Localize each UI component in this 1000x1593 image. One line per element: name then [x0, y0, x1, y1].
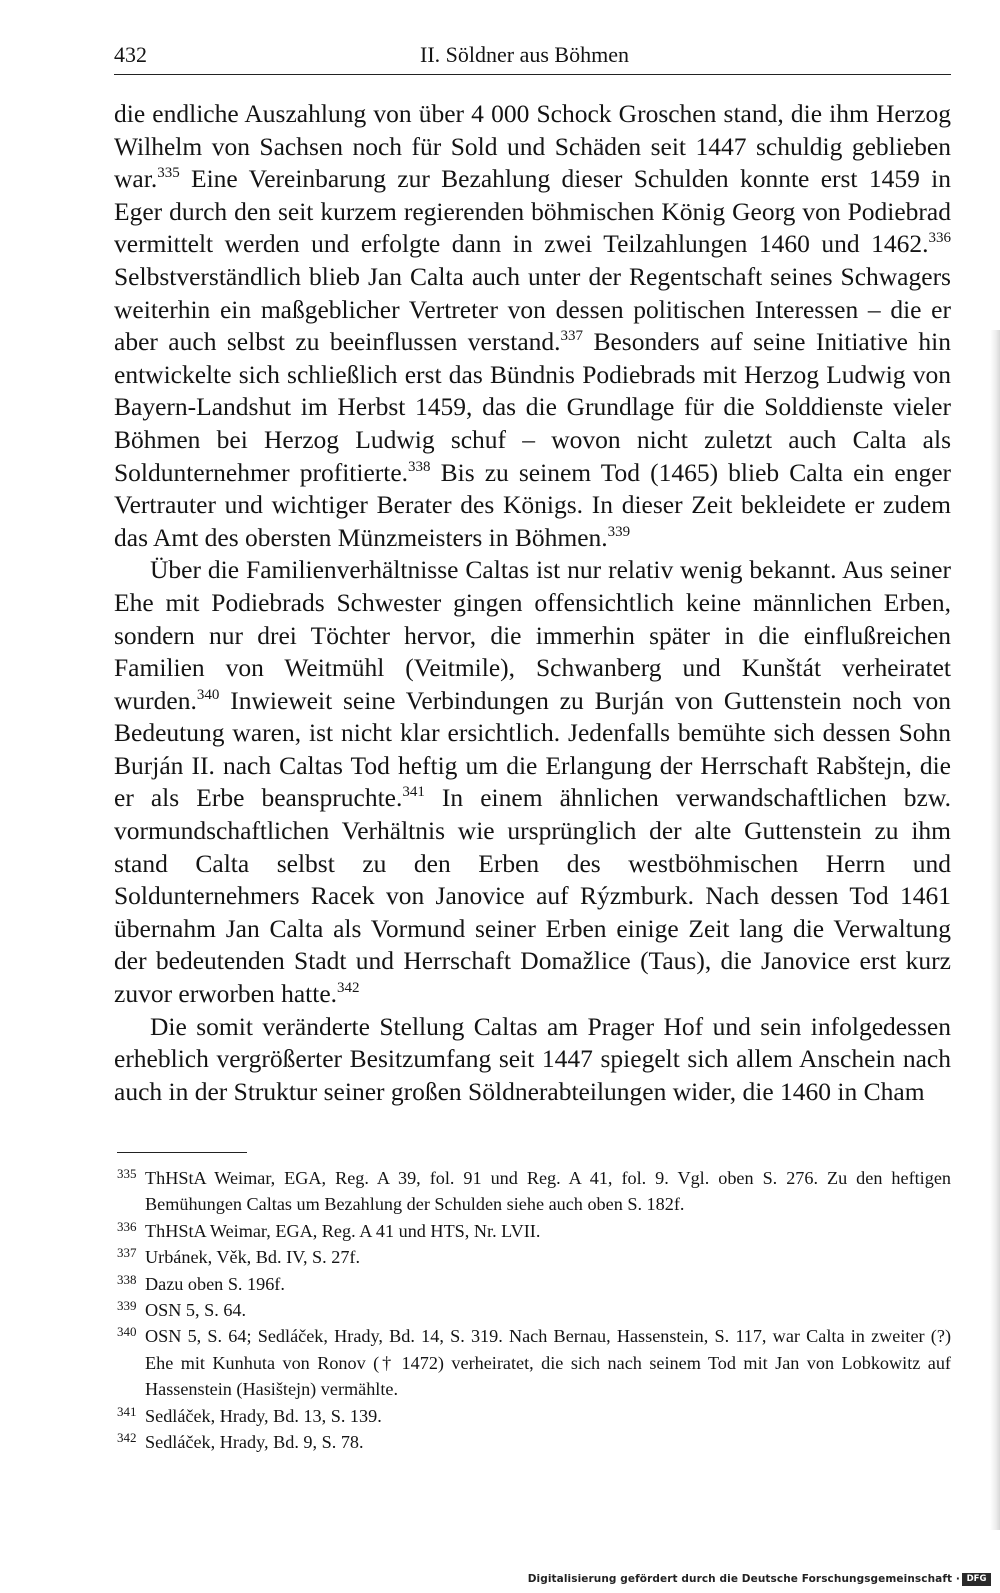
paragraph-1 [114, 98, 951, 554]
footnote-ref-340[interactable]: 340 [196, 686, 220, 703]
footnote-number: 342 [117, 1430, 137, 1446]
footnote-ref-341[interactable]: 341 [402, 784, 425, 801]
paragraph-2-text-c: In einem ähnlichen verwandschaftlichen bzw. vormundschaftlichen Verhältnis wie ursprünglich der alte Guttenstein zu ihm stand Calta selbst zu den Erben des westböhmischen Herrn und Soldunternehmers Racek von Janovice auf Rýzmburk. Nach dessen Tod 1461 übernahm Jan Calta als Vormund seiner Erben einige Zeit lang die Verwaltung der bedeutenden Stadt und Herrschaft Domažlice (Taus), die Janovice erst kurz zuvor erworben hatte. [114, 783, 952, 1009]
paragraph-1-text-e: Bis zu seinem Tod (1465) blieb Calta ein enger Vertrauter und wichtiger Berater des Königs. In dieser Zeit bekleidete er zudem das Amt des obersten Münzmeisters in Böhmen. [114, 457, 952, 552]
page-edge-shadow [990, 330, 1000, 1530]
paragraph-1-text-b: Eine Vereinbarung zur Bezahlung dieser Schulden konnte erst 1459 in Eger durch den seit kurzem regierenden böhmischen König Georg von Podiebrad vermittelt werden und erfolgte dann in zwei Teilzahlungen 1460 und 1462. [114, 164, 951, 259]
page-header [114, 40, 951, 75]
body-text [114, 98, 951, 1108]
footnote-ref-339[interactable]: 339 [607, 523, 631, 540]
paragraph-1-text-c: Selbstverständlich blieb Jan Calta auch unter der Regentschaft seines Schwagers weiterhin ein maßgeblicher Vertreter von dessen politischen Interessen – die er aber auch selbst zu beeinflussen verstand. [114, 261, 951, 357]
digitization-credit: Digitalisierung gefördert durch die Deutsche Forschungsgemeinschaft · [527, 1573, 960, 1585]
footnote-number: 339 [117, 1298, 137, 1314]
footnote-item [117, 1323, 951, 1402]
footnote-item [117, 1218, 951, 1244]
footnote-text: Urbánek, Věk, Bd. IV, S. 27f. [145, 1247, 361, 1268]
footnote-ref-338[interactable]: 338 [408, 458, 431, 475]
footnote-number: 335 [117, 1166, 137, 1181]
footnote-text: OSN 5, S. 64; Sedláček, Hrady, Bd. 14, S. 319. Nach Bernau, Hassenstein, S. 117, war Calta in zweiter (?) Ehe mit Kunhuta von Ronov († 1472) verheiratet, die sich nach seinem Tod mit Jan von Lobkowitz auf Hassenstein (Hasištejn) vermählte. [145, 1326, 951, 1400]
paragraph-1-text-a: die endliche Auszahlung von über 4 000 Schock Groschen stand, die ihm Herzog Wilhelm von Sachsen noch für Sold und Schäden seit 1447 schuldig geblieben war. [114, 99, 951, 194]
paragraph-2 [114, 554, 951, 1010]
footnote-text: Dazu oben S. 196f. [145, 1273, 285, 1294]
footnote-ref-336[interactable]: 336 [928, 230, 951, 247]
footnote-number: 341 [117, 1403, 137, 1419]
footnote-text: Sedláček, Hrady, Bd. 13, S. 139. [145, 1405, 382, 1426]
footnote-item [117, 1271, 951, 1297]
footnote-text: Sedláček, Hrady, Bd. 9, S. 78. [145, 1432, 364, 1453]
paragraph-3: Die somit veränderte Stellung Caltas am Prager Hof und sein infolgedessen erheblich vergrößerter Besitzumfang seit 1447 spiegelt sich allem Anschein nach auch in der Struktur seiner großen Söldnerabteilungen wider, die 1460 in Cham [114, 1011, 951, 1106]
footnote-number: 340 [117, 1324, 137, 1340]
footnote-number: 337 [117, 1245, 137, 1261]
footnote-item [117, 1165, 951, 1218]
paragraph-1-text-d: Besonders auf seine Initiative hin entwickelte sich schließlich erst das Bündnis Podiebrads mit Herzog Ludwig von Bayern-Landshut im Herbst 1459, das die Grundlage für die Solddienste vieler Böhmen bei Herzog Ludwig schuf – wovon nicht zuletzt auch Calta als Soldunternehmer profitierte. [114, 327, 951, 487]
footnote-item [117, 1403, 951, 1429]
page-number: 432 [114, 42, 147, 67]
footnote-number: 338 [117, 1271, 137, 1287]
footnote-number: 336 [117, 1218, 137, 1234]
footnote-text: ThHStA Weimar, EGA, Reg. A 39, fol. 91 und Reg. A 41, fol. 9. Vgl. oben S. 276. Zu den heftigen Bemühungen Caltas um Bezahlung der Schulden siehe auch oben S. 182f. [145, 1168, 951, 1215]
footnotes [117, 1165, 951, 1455]
footnote-ref-337[interactable]: 337 [560, 328, 584, 345]
footnote-item [117, 1297, 951, 1323]
footnote-ref-342[interactable]: 342 [337, 980, 360, 997]
paragraph-2-text-b: Inwieweit seine Verbindungen zu Burján von Guttenstein noch von Bedeutung waren, ist nicht klar ersichtlich. Jedenfalls bemühte sich dessen Sohn Burján II. nach Caltas Tod heftig um die Erlangung der Herrschaft Rabštejn, die er als Erbe beanspruchte. [114, 685, 951, 813]
footnote-item [117, 1429, 951, 1455]
dfg-logo-icon: DFG [962, 1573, 991, 1586]
footnote-item [117, 1244, 951, 1270]
footnote-separator [117, 1152, 247, 1153]
footnote-text: ThHStA Weimar, EGA, Reg. A 41 und HTS, Nr. LVII. [145, 1220, 541, 1241]
paragraph-2-text-a: Über die Familienverhältnisse Caltas ist nur relativ wenig bekannt. Aus seiner Ehe mit Podiebrads Schwester gingen offensichtlich keine männlichen Erben, sondern nur drei Töchter hervor, die immerhin später in die einflußreichen Familien von Weitmühl (Veitmile), Schwanberg und Kunštát verheiratet wurden. [114, 555, 951, 715]
footnote-text: OSN 5, S. 64. [145, 1300, 247, 1321]
running-head: II. Söldner aus Böhmen [420, 42, 629, 67]
footnote-ref-335[interactable]: 335 [157, 165, 180, 182]
